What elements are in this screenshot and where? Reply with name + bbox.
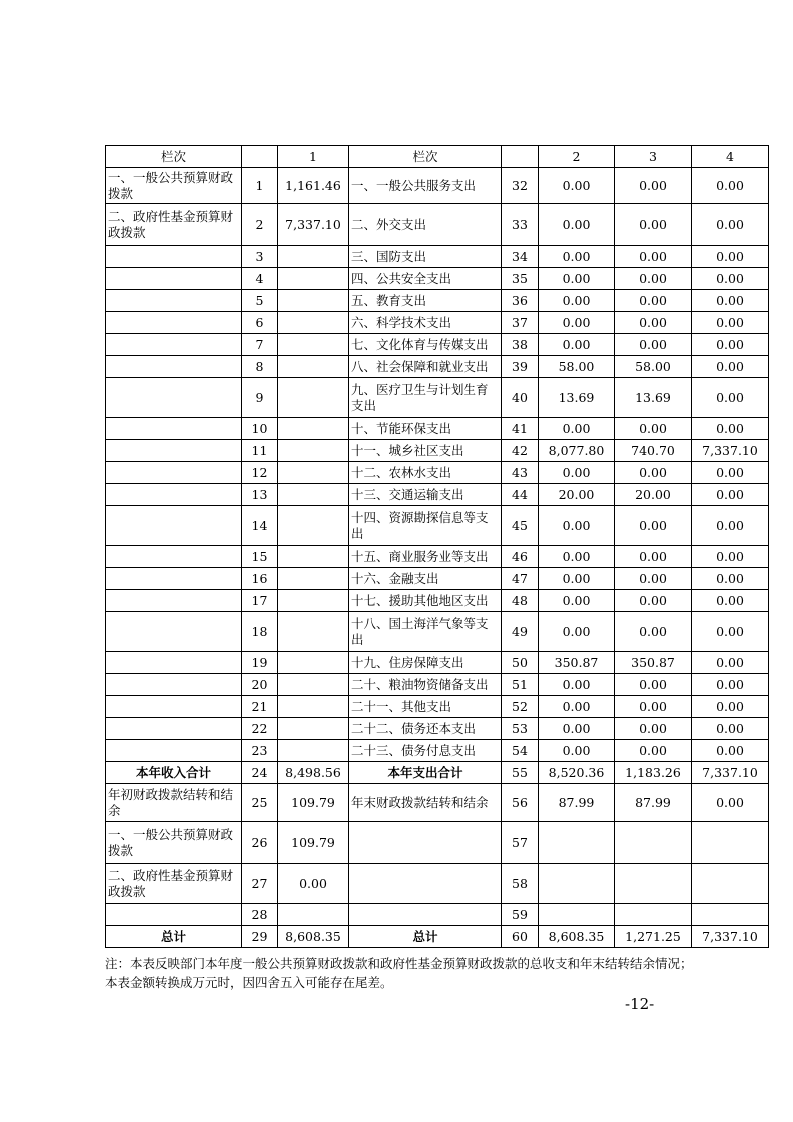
expense-item xyxy=(349,904,502,926)
expense-line-no: 34 xyxy=(502,246,539,268)
income-item xyxy=(106,674,242,696)
income-line-no: 1 xyxy=(242,168,278,204)
fiscal-appropriation-table xyxy=(105,145,769,948)
expense-line-no: 53 xyxy=(502,718,539,740)
expense-item: 二十、粮油物资储备支出 xyxy=(349,674,502,696)
table-row xyxy=(106,546,769,568)
table-row xyxy=(106,312,769,334)
table-row xyxy=(106,484,769,506)
expense-gov-fund: 0.00 xyxy=(692,568,769,590)
expense-line-no: 60 xyxy=(502,926,539,948)
income-line-no: 26 xyxy=(242,822,278,864)
expense-general-budget: 87.99 xyxy=(615,784,692,822)
expense-item: 本年支出合计 xyxy=(349,762,502,784)
income-line-no: 14 xyxy=(242,506,278,546)
income-amount xyxy=(278,904,349,926)
expense-line-no: 50 xyxy=(502,652,539,674)
table-row xyxy=(106,356,769,378)
expense-line-no: 57 xyxy=(502,822,539,864)
income-line-no: 20 xyxy=(242,674,278,696)
expense-general-budget: 0.00 xyxy=(615,312,692,334)
expense-total: 0.00 xyxy=(539,718,615,740)
expense-total: 13.69 xyxy=(539,378,615,418)
expense-line-no: 54 xyxy=(502,740,539,762)
expense-gov-fund: 0.00 xyxy=(692,506,769,546)
expense-general-budget: 0.00 xyxy=(615,290,692,312)
expense-gov-fund: 7,337.10 xyxy=(692,762,769,784)
income-item xyxy=(106,312,242,334)
expense-general-budget: 740.70 xyxy=(615,440,692,462)
income-line-no: 15 xyxy=(242,546,278,568)
expense-total: 0.00 xyxy=(539,204,615,246)
expense-general-budget: 0.00 xyxy=(615,740,692,762)
expense-general-budget: 13.69 xyxy=(615,378,692,418)
income-item: 总计 xyxy=(106,926,242,948)
table-row xyxy=(106,204,769,246)
expense-gov-fund: 0.00 xyxy=(692,356,769,378)
note-line-2: 本表金额转换成万元时，因四舍五入可能存在尾差。 xyxy=(105,975,393,990)
expense-item: 十六、金融支出 xyxy=(349,568,502,590)
income-amount xyxy=(278,462,349,484)
expense-total: 0.00 xyxy=(539,168,615,204)
expense-gov-fund: 0.00 xyxy=(692,334,769,356)
income-line-no: 2 xyxy=(242,204,278,246)
expense-gov-fund: 0.00 xyxy=(692,652,769,674)
income-line-no: 21 xyxy=(242,696,278,718)
expense-total: 0.00 xyxy=(539,312,615,334)
expense-item: 三、国防支出 xyxy=(349,246,502,268)
expense-gov-fund: 0.00 xyxy=(692,268,769,290)
income-item xyxy=(106,590,242,612)
expense-item: 十三、交通运输支出 xyxy=(349,484,502,506)
expense-item xyxy=(349,822,502,864)
income-amount xyxy=(278,268,349,290)
expense-general-budget: 58.00 xyxy=(615,356,692,378)
expense-item: 六、科学技术支出 xyxy=(349,312,502,334)
expense-item: 十二、农林水支出 xyxy=(349,462,502,484)
expense-line-no: 44 xyxy=(502,484,539,506)
expense-gov-fund xyxy=(692,904,769,926)
expense-line-no: 51 xyxy=(502,674,539,696)
expense-item: 十九、住房保障支出 xyxy=(349,652,502,674)
expense-general-budget: 350.87 xyxy=(615,652,692,674)
expense-gov-fund: 7,337.10 xyxy=(692,926,769,948)
income-item: 年初财政拨款结转和结余 xyxy=(106,784,242,822)
income-line-no: 4 xyxy=(242,268,278,290)
expense-gov-fund: 0.00 xyxy=(692,204,769,246)
expense-line-no: 37 xyxy=(502,312,539,334)
income-line-no: 8 xyxy=(242,356,278,378)
expense-gov-fund: 0.00 xyxy=(692,740,769,762)
income-amount xyxy=(278,334,349,356)
income-amount xyxy=(278,568,349,590)
income-item: 一、一般公共预算财政拨款 xyxy=(106,168,242,204)
income-line-no: 22 xyxy=(242,718,278,740)
income-line-no: 10 xyxy=(242,418,278,440)
expense-total: 0.00 xyxy=(539,462,615,484)
table-row xyxy=(106,784,769,822)
income-line-no: 5 xyxy=(242,290,278,312)
table-row xyxy=(106,268,769,290)
expense-line-no: 49 xyxy=(502,612,539,652)
expense-general-budget: 0.00 xyxy=(615,718,692,740)
expense-line-no: 52 xyxy=(502,696,539,718)
expense-general-budget: 0.00 xyxy=(615,334,692,356)
income-amount xyxy=(278,484,349,506)
income-item xyxy=(106,568,242,590)
income-item xyxy=(106,418,242,440)
income-item xyxy=(106,334,242,356)
income-amount xyxy=(278,718,349,740)
income-amount xyxy=(278,612,349,652)
income-item: 二、政府性基金预算财政拨款 xyxy=(106,864,242,904)
table-row xyxy=(106,168,769,204)
table-row xyxy=(106,462,769,484)
header-mid-index xyxy=(502,146,539,168)
expense-total: 0.00 xyxy=(539,246,615,268)
income-line-no: 18 xyxy=(242,612,278,652)
expense-total: 87.99 xyxy=(539,784,615,822)
expense-total: 0.00 xyxy=(539,290,615,312)
income-amount: 8,608.35 xyxy=(278,926,349,948)
income-amount xyxy=(278,312,349,334)
income-line-no: 27 xyxy=(242,864,278,904)
expense-gov-fund: 0.00 xyxy=(692,246,769,268)
expense-line-no: 35 xyxy=(502,268,539,290)
income-amount xyxy=(278,740,349,762)
income-item xyxy=(106,904,242,926)
expense-gov-fund: 0.00 xyxy=(692,674,769,696)
expense-item: 八、社会保障和就业支出 xyxy=(349,356,502,378)
expense-item: 十七、援助其他地区支出 xyxy=(349,590,502,612)
expense-total: 0.00 xyxy=(539,590,615,612)
expense-line-no: 32 xyxy=(502,168,539,204)
income-amount: 109.79 xyxy=(278,822,349,864)
expense-item: 四、公共安全支出 xyxy=(349,268,502,290)
table-row xyxy=(106,904,769,926)
expense-total: 58.00 xyxy=(539,356,615,378)
table-row xyxy=(106,334,769,356)
income-amount: 8,498.56 xyxy=(278,762,349,784)
expense-gov-fund: 7,337.10 xyxy=(692,440,769,462)
expense-gov-fund: 0.00 xyxy=(692,378,769,418)
expense-item: 二十一、其他支出 xyxy=(349,696,502,718)
header-left-label: 栏次 xyxy=(106,146,242,168)
expense-total: 0.00 xyxy=(539,568,615,590)
income-item: 本年收入合计 xyxy=(106,762,242,784)
income-item xyxy=(106,546,242,568)
expense-total xyxy=(539,904,615,926)
table-row xyxy=(106,822,769,864)
table-row xyxy=(106,696,769,718)
expense-item: 五、教育支出 xyxy=(349,290,502,312)
expense-gov-fund: 0.00 xyxy=(692,590,769,612)
expense-line-no: 48 xyxy=(502,590,539,612)
expense-item: 九、医疗卫生与计划生育支出 xyxy=(349,378,502,418)
note-line-1: 注：本表反映部门本年度一般公共预算财政拨款和政府性基金预算财政拨款的总收支和年末结转结余情况； xyxy=(105,956,693,971)
income-item xyxy=(106,268,242,290)
expense-item: 十、节能环保支出 xyxy=(349,418,502,440)
income-amount: 1,161.46 xyxy=(278,168,349,204)
expense-general-budget: 0.00 xyxy=(615,418,692,440)
table-row xyxy=(106,674,769,696)
expense-line-no: 33 xyxy=(502,204,539,246)
income-item xyxy=(106,506,242,546)
table-row xyxy=(106,418,769,440)
income-item xyxy=(106,652,242,674)
table-header-row xyxy=(106,146,769,168)
expense-line-no: 40 xyxy=(502,378,539,418)
expense-general-budget: 0.00 xyxy=(615,462,692,484)
table-row xyxy=(106,506,769,546)
income-item: 一、一般公共预算财政拨款 xyxy=(106,822,242,864)
expense-general-budget: 0.00 xyxy=(615,506,692,546)
expense-gov-fund: 0.00 xyxy=(692,168,769,204)
income-line-no: 7 xyxy=(242,334,278,356)
income-line-no: 17 xyxy=(242,590,278,612)
expense-general-budget: 0.00 xyxy=(615,696,692,718)
income-line-no: 3 xyxy=(242,246,278,268)
expense-general-budget xyxy=(615,904,692,926)
income-item xyxy=(106,718,242,740)
income-line-no: 29 xyxy=(242,926,278,948)
income-item xyxy=(106,356,242,378)
expense-total: 8,077.80 xyxy=(539,440,615,462)
income-line-no: 11 xyxy=(242,440,278,462)
expense-line-no: 46 xyxy=(502,546,539,568)
header-col-4: 4 xyxy=(692,146,769,168)
expense-item: 总计 xyxy=(349,926,502,948)
expense-gov-fund: 0.00 xyxy=(692,418,769,440)
header-col-3: 3 xyxy=(615,146,692,168)
expense-general-budget: 1,183.26 xyxy=(615,762,692,784)
income-item xyxy=(106,378,242,418)
page-number: -12- xyxy=(625,995,655,1013)
income-item xyxy=(106,462,242,484)
expense-line-no: 39 xyxy=(502,356,539,378)
table-note xyxy=(105,954,785,992)
expense-general-budget: 0.00 xyxy=(615,546,692,568)
income-amount: 0.00 xyxy=(278,864,349,904)
income-line-no: 23 xyxy=(242,740,278,762)
expense-general-budget: 20.00 xyxy=(615,484,692,506)
income-amount xyxy=(278,418,349,440)
expense-total: 350.87 xyxy=(539,652,615,674)
table-row xyxy=(106,590,769,612)
income-item xyxy=(106,440,242,462)
expense-total: 0.00 xyxy=(539,674,615,696)
income-amount xyxy=(278,506,349,546)
income-amount: 109.79 xyxy=(278,784,349,822)
income-amount xyxy=(278,696,349,718)
expense-item: 二、外交支出 xyxy=(349,204,502,246)
expense-total: 20.00 xyxy=(539,484,615,506)
income-amount: 7,337.10 xyxy=(278,204,349,246)
expense-item: 十八、国土海洋气象等支出 xyxy=(349,612,502,652)
expense-total xyxy=(539,864,615,904)
expense-gov-fund: 0.00 xyxy=(692,718,769,740)
expense-general-budget: 0.00 xyxy=(615,612,692,652)
header-mid-label: 栏次 xyxy=(349,146,502,168)
expense-item: 二十三、债务付息支出 xyxy=(349,740,502,762)
expense-total: 0.00 xyxy=(539,696,615,718)
expense-gov-fund: 0.00 xyxy=(692,312,769,334)
income-amount xyxy=(278,356,349,378)
income-amount xyxy=(278,246,349,268)
expense-gov-fund: 0.00 xyxy=(692,612,769,652)
income-item xyxy=(106,290,242,312)
expense-item: 一、一般公共服务支出 xyxy=(349,168,502,204)
expense-gov-fund: 0.00 xyxy=(692,546,769,568)
income-item xyxy=(106,484,242,506)
expense-line-no: 58 xyxy=(502,864,539,904)
income-line-no: 6 xyxy=(242,312,278,334)
expense-total: 8,608.35 xyxy=(539,926,615,948)
income-amount xyxy=(278,440,349,462)
expense-total: 0.00 xyxy=(539,268,615,290)
table-row xyxy=(106,246,769,268)
table-row xyxy=(106,440,769,462)
expense-item: 十四、资源勘探信息等支出 xyxy=(349,506,502,546)
income-amount xyxy=(278,378,349,418)
table-row xyxy=(106,864,769,904)
table-row xyxy=(106,568,769,590)
expense-line-no: 38 xyxy=(502,334,539,356)
table-row xyxy=(106,652,769,674)
expense-gov-fund: 0.00 xyxy=(692,484,769,506)
expense-gov-fund xyxy=(692,822,769,864)
expense-general-budget: 0.00 xyxy=(615,168,692,204)
table-row xyxy=(106,762,769,784)
expense-general-budget: 0.00 xyxy=(615,590,692,612)
income-item xyxy=(106,612,242,652)
expense-total: 0.00 xyxy=(539,334,615,356)
income-item xyxy=(106,740,242,762)
income-amount xyxy=(278,590,349,612)
income-amount xyxy=(278,652,349,674)
expense-line-no: 45 xyxy=(502,506,539,546)
expense-gov-fund xyxy=(692,864,769,904)
expense-line-no: 36 xyxy=(502,290,539,312)
expense-general-budget: 0.00 xyxy=(615,268,692,290)
expense-total xyxy=(539,822,615,864)
table-row xyxy=(106,718,769,740)
income-line-no: 13 xyxy=(242,484,278,506)
table-body xyxy=(106,146,769,948)
income-line-no: 19 xyxy=(242,652,278,674)
expense-line-no: 55 xyxy=(502,762,539,784)
expense-item: 十五、商业服务业等支出 xyxy=(349,546,502,568)
expense-line-no: 42 xyxy=(502,440,539,462)
expense-general-budget xyxy=(615,822,692,864)
table-row xyxy=(106,612,769,652)
expense-total: 0.00 xyxy=(539,418,615,440)
expense-line-no: 59 xyxy=(502,904,539,926)
income-item xyxy=(106,696,242,718)
expense-general-budget: 0.00 xyxy=(615,674,692,696)
expense-item xyxy=(349,864,502,904)
income-line-no: 16 xyxy=(242,568,278,590)
expense-general-budget: 1,271.25 xyxy=(615,926,692,948)
header-col-1: 1 xyxy=(278,146,349,168)
expense-gov-fund: 0.00 xyxy=(692,696,769,718)
table-row xyxy=(106,378,769,418)
header-left-index xyxy=(242,146,278,168)
expense-item: 十一、城乡社区支出 xyxy=(349,440,502,462)
expense-gov-fund: 0.00 xyxy=(692,462,769,484)
expense-item: 七、文化体育与传媒支出 xyxy=(349,334,502,356)
expense-item: 二十二、债务还本支出 xyxy=(349,718,502,740)
table-row xyxy=(106,740,769,762)
expense-item: 年末财政拨款结转和结余 xyxy=(349,784,502,822)
expense-total: 0.00 xyxy=(539,740,615,762)
income-amount xyxy=(278,546,349,568)
header-col-2: 2 xyxy=(539,146,615,168)
income-item: 二、政府性基金预算财政拨款 xyxy=(106,204,242,246)
expense-general-budget: 0.00 xyxy=(615,246,692,268)
expense-general-budget: 0.00 xyxy=(615,204,692,246)
expense-general-budget: 0.00 xyxy=(615,568,692,590)
expense-total: 0.00 xyxy=(539,506,615,546)
income-line-no: 28 xyxy=(242,904,278,926)
income-line-no: 24 xyxy=(242,762,278,784)
expense-line-no: 41 xyxy=(502,418,539,440)
expense-total: 8,520.36 xyxy=(539,762,615,784)
income-line-no: 25 xyxy=(242,784,278,822)
expense-general-budget xyxy=(615,864,692,904)
income-item xyxy=(106,246,242,268)
expense-line-no: 56 xyxy=(502,784,539,822)
expense-line-no: 43 xyxy=(502,462,539,484)
income-line-no: 12 xyxy=(242,462,278,484)
expense-total: 0.00 xyxy=(539,612,615,652)
income-line-no: 9 xyxy=(242,378,278,418)
expense-total: 0.00 xyxy=(539,546,615,568)
expense-gov-fund: 0.00 xyxy=(692,290,769,312)
income-amount xyxy=(278,674,349,696)
expense-gov-fund: 0.00 xyxy=(692,784,769,822)
table-row xyxy=(106,926,769,948)
income-amount xyxy=(278,290,349,312)
expense-line-no: 47 xyxy=(502,568,539,590)
table-row xyxy=(106,290,769,312)
